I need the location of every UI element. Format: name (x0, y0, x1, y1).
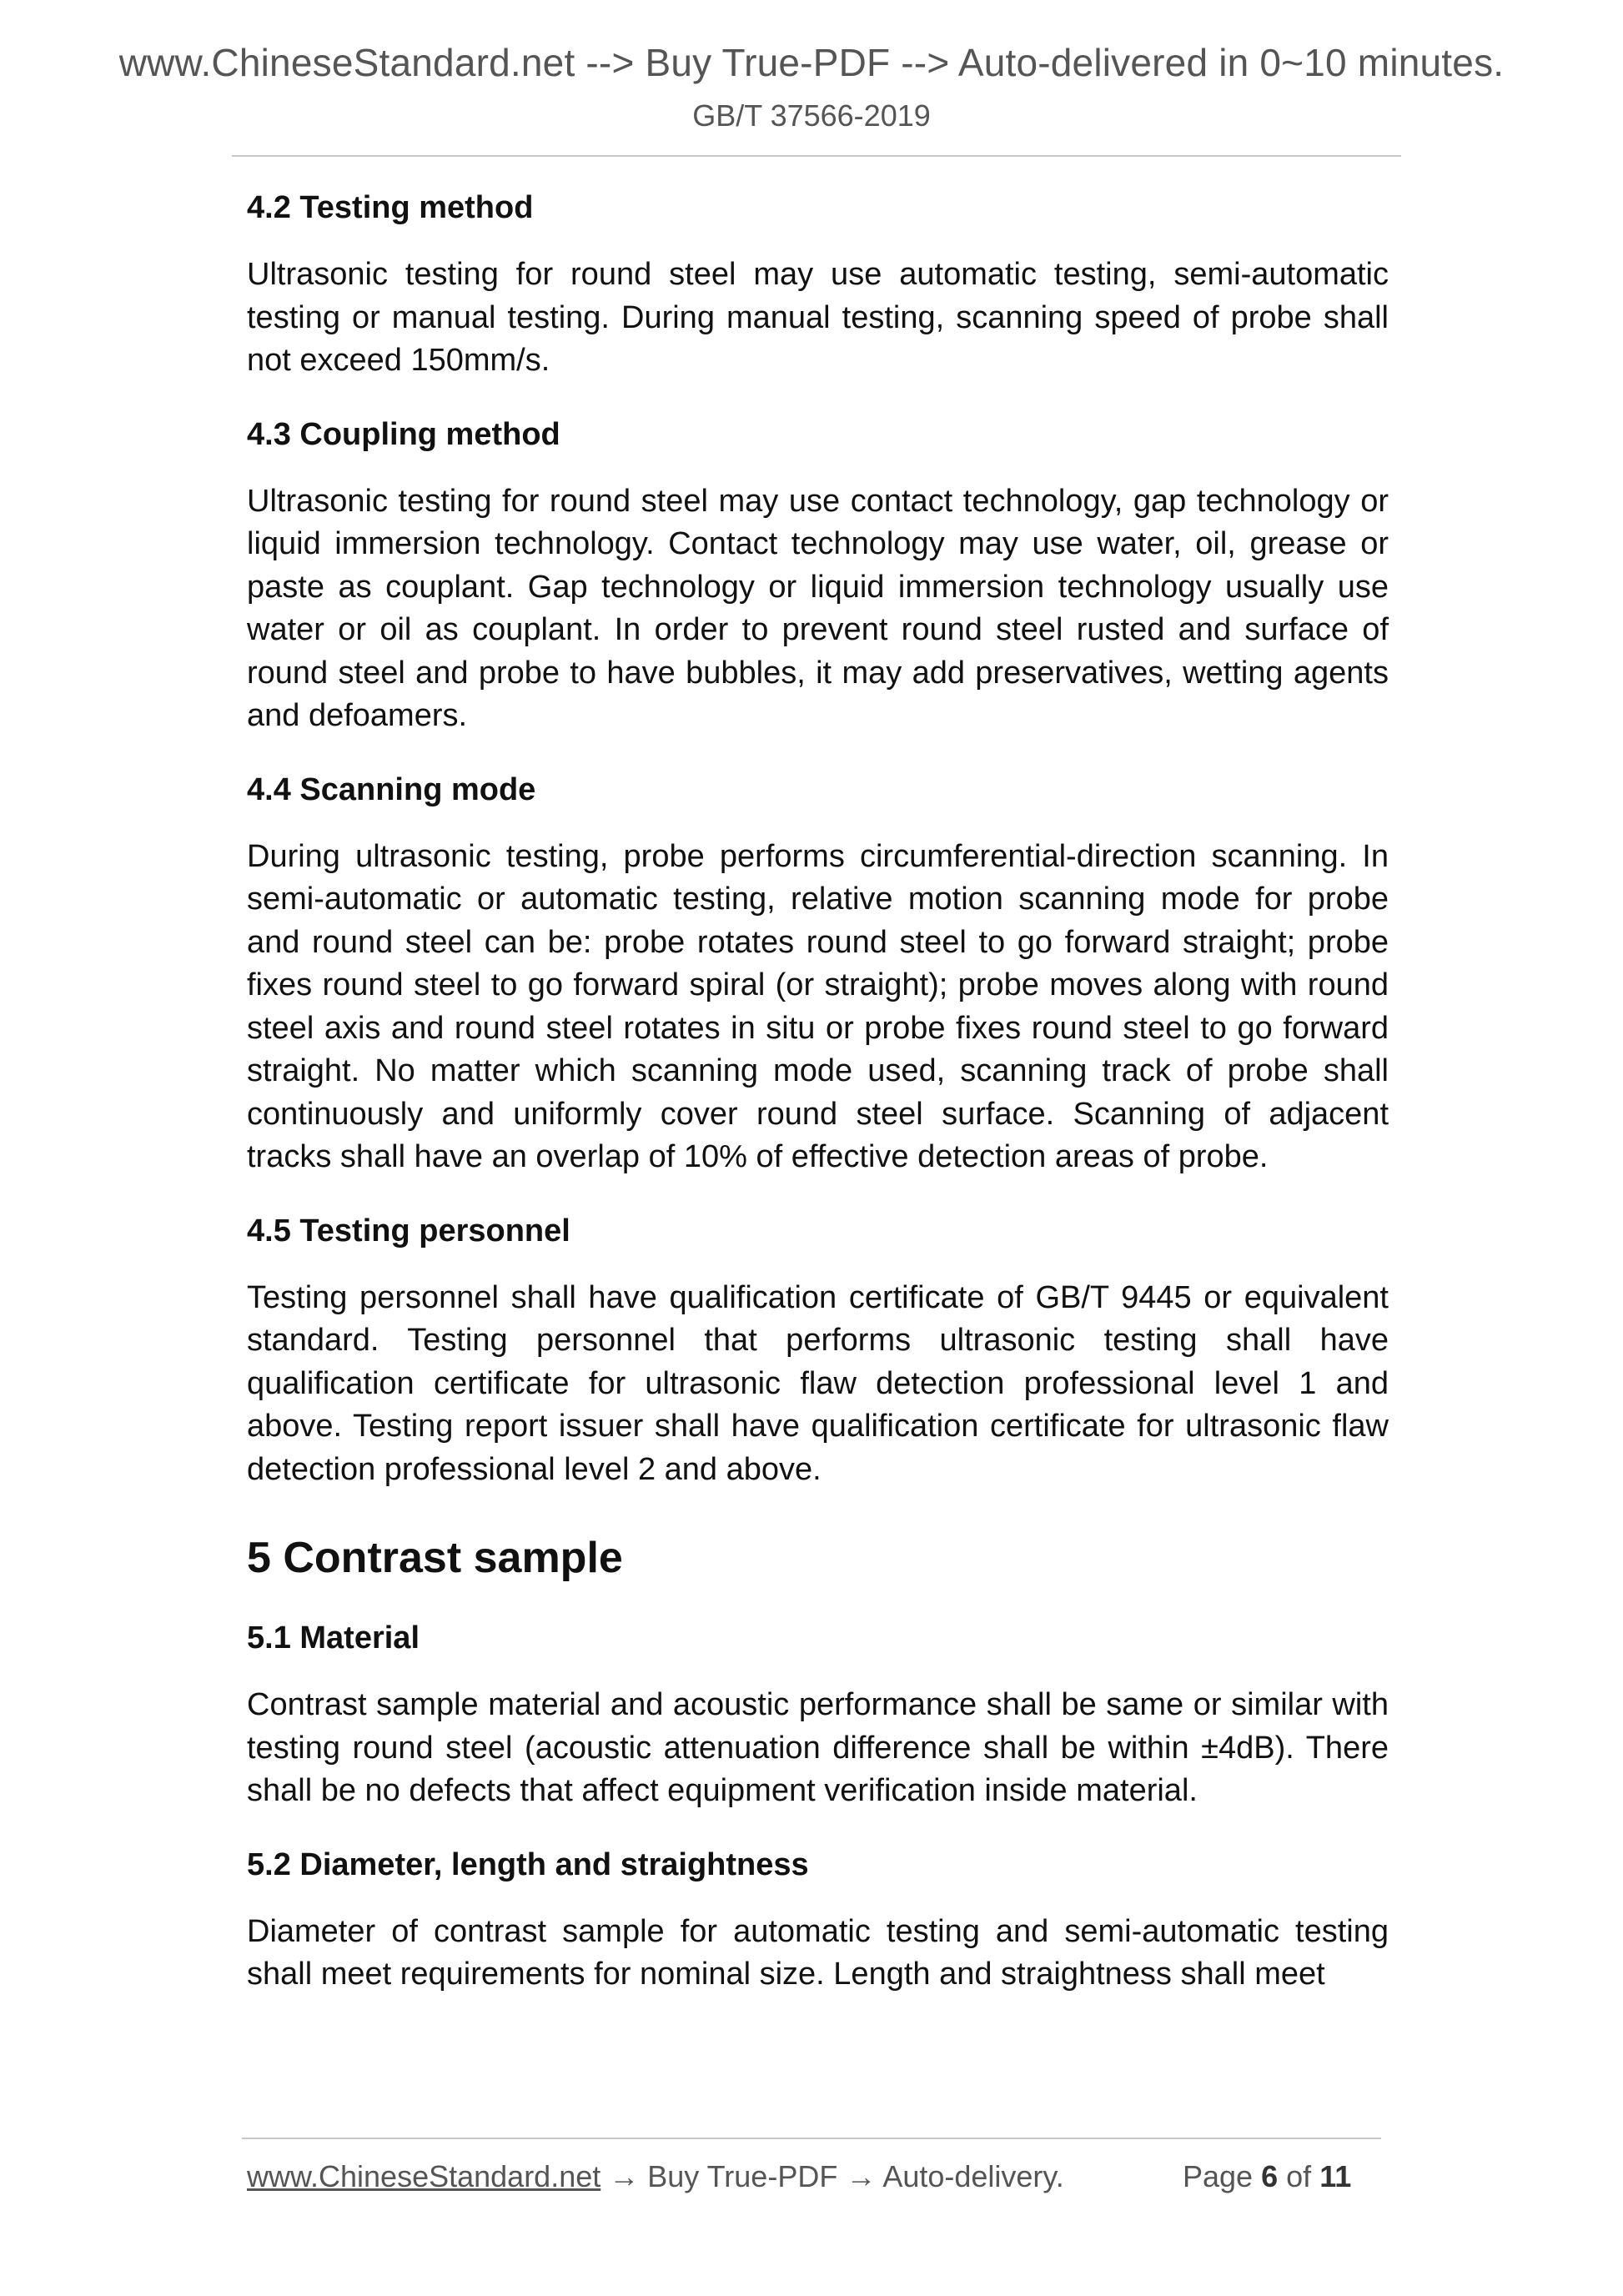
section-5-2-title: 5.2 Diameter, length and straightness (247, 1846, 809, 1882)
page-indicator (1183, 2158, 1351, 2195)
section-4-3-title: 4.3 Coupling method (247, 416, 560, 452)
section-5-2-body: Diameter of contrast sample for automatic testing and semi-automatic testing shall meet requirements for nominal size. Length and straightness shall meet (247, 1913, 1389, 1992)
header-divider (232, 155, 1401, 157)
section-4-4-title: 4.4 Scanning mode (247, 771, 536, 807)
footer-site-link[interactable]: www.ChineseStandard.net (247, 2159, 601, 2193)
footer-divider (242, 2138, 1381, 2139)
chapter-5-title: 5 Contrast sample (247, 1534, 623, 1582)
section-5-1-body: Contrast sample material and acoustic performance shall be same or similar with testing round steel (acoustic attenuation difference shall be within ±4dB). There shall be no defects that affect equipment verification inside material. (247, 1687, 1389, 1808)
footer-tagline: → Buy True-PDF → Auto-delivery. (600, 2159, 1064, 2193)
section-4-3-body: Ultrasonic testing for round steel may use contact technology, gap technology or liquid immersion technology. Contact technology may use water, oil, grease or paste as couplant. Gap technology or liquid immersion technology usually use water or oil as couplant. In order to prevent round steel rusted and surface of round steel and probe to have bubbles, it may add preservatives, wetting agents and defoamers. (247, 483, 1389, 733)
footer-left (247, 2158, 1064, 2195)
section-4-2-body: Ultrasonic testing for round steel may use automatic testing, semi-automatic testing or manual testing. During manual testing, scanning speed of probe shall not exceed 150mm/s. (247, 257, 1389, 378)
page-content (247, 187, 1389, 2027)
document-code: GB/T 37566-2019 (692, 98, 931, 133)
section-4-2-title: 4.2 Testing method (247, 190, 534, 225)
page-word: Page (1183, 2159, 1254, 2193)
section-4-5-title: 4.5 Testing personnel (247, 1213, 570, 1248)
current-page-number: 6 (1261, 2159, 1279, 2193)
section-5-1-title: 5.1 Material (247, 1620, 420, 1655)
section-4-4-body: During ultrasonic testing, probe performs circumferential-direction scanning. In semi-automatic or automatic testing, relative motion scanning mode for probe and round steel can be: probe rotates round steel to go forward straight; probe fixes round steel to go forward spiral (or straight); probe moves along with round steel axis and round steel rotates in situ or probe fixes round steel to go forward straight. No matter which scanning mode used, scanning track of probe shall continuously and uniformly cover round steel surface. Scanning of adjacent tracks shall have an overlap of 10% of effective detection areas of probe. (247, 838, 1389, 1174)
header-banner: www.ChineseStandard.net --> Buy True-PDF --> Auto-delivered in 0~10 minutes. (118, 41, 1505, 84)
of-word: of (1286, 2159, 1312, 2193)
total-page-count: 11 (1319, 2159, 1352, 2193)
section-4-5-body: Testing personnel shall have qualification certificate of GB/T 9445 or equivalent standard. Testing personnel that performs ultrasonic testing shall have qualification certificate for ultrasonic flaw detection professional level 1 and above. Testing report issuer shall have qualification certificate for ultrasonic flaw detection professional level 2 and above. (247, 1279, 1389, 1487)
